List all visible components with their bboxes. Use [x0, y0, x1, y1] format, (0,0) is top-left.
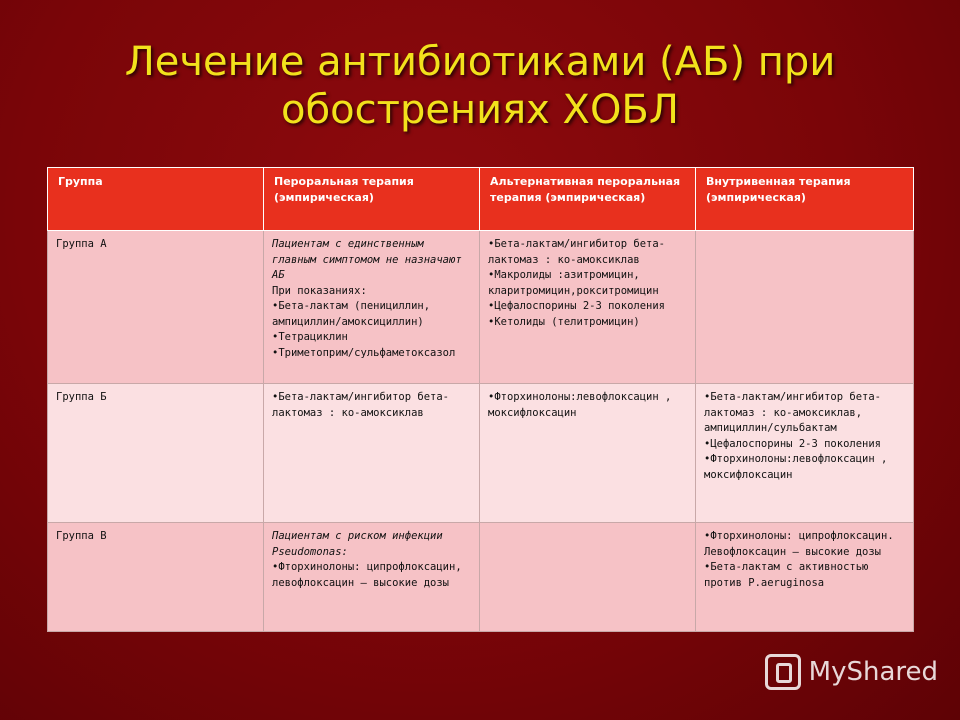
list-item: •Бета-лактам/ингибитор бета-лактомаз : ко-амоксиклав, ампициллин/сульбактам — [704, 391, 882, 434]
alt-cell — [480, 231, 696, 384]
list-item: •Цефалоспорины 2-3 поколения — [704, 437, 882, 450]
header-iv: Внутривенная терапия (эмпирическая) — [696, 168, 914, 231]
alt-cell — [480, 523, 696, 632]
title-line-1: Лечение антибиотиками (АБ) при — [124, 39, 836, 85]
list-item: •Фторхинолоны: ципрофлоксацин. Левофлоксацин – высокие дозы — [704, 530, 894, 558]
table-row — [48, 231, 914, 384]
oral-note: Пациентам с единственным главным симптомом не назначают АБ — [272, 238, 462, 281]
header-group: Группа — [48, 168, 264, 231]
list-item: •Кетолиды (телитромицин) — [488, 315, 640, 328]
group-cell: Группа А — [48, 231, 264, 384]
header-oral: Пероральная терапия (эмпирическая) — [264, 168, 480, 231]
slide-title — [0, 38, 960, 134]
oral-note: Пациентам с риском инфекции Pseudomonas: — [272, 530, 443, 558]
table-row — [48, 384, 914, 523]
list-item: •Бета-лактам (пенициллин, ампициллин/амоксициллин) — [272, 300, 431, 328]
oral-cell — [264, 523, 480, 632]
group-cell: Группа Б — [48, 384, 264, 523]
list-item: •Цефалоспорины 2-3 поколения — [488, 300, 666, 312]
list-item: •Фторхинолоны:левофлоксацин , моксифлоксацин — [704, 453, 888, 481]
list-item: •Триметоприм/сульфаметоксазол — [272, 346, 456, 359]
oral-cell — [264, 231, 480, 384]
list-item: •Фторхинолоны: ципрофлоксацин, левофлоксацин – высокие дозы — [272, 561, 462, 589]
list-item: •Бета-лактам/ингибитор бета-лактомаз : ко-амоксиклав — [488, 238, 666, 266]
list-item: •Бета-лактам/ингибитор бета-лактомаз : ко-амоксиклав — [272, 391, 450, 419]
title-line-2: обострениях ХОБЛ — [281, 87, 679, 133]
alt-cell — [480, 384, 696, 523]
list-item: •Макролиды :азитромицин, кларитромицин,рокситромицин — [488, 269, 659, 297]
watermark-text: MyShared — [808, 657, 938, 687]
myshared-logo-icon — [765, 654, 801, 690]
iv-cell — [696, 384, 914, 523]
iv-cell — [696, 231, 914, 384]
list-item: •Фторхинолоны:левофлоксацин , моксифлоксацин — [488, 391, 672, 419]
list-item: •Бета-лактам с активностью против P.aeruginosa — [704, 561, 869, 589]
header-alt: Альтернативная пероральная терапия (эмпирическая) — [480, 168, 696, 231]
list-item: При показаниях: — [272, 284, 367, 297]
table-row — [48, 523, 914, 632]
group-cell: Группа В — [48, 523, 264, 632]
iv-cell — [696, 523, 914, 632]
watermark-logo — [765, 654, 938, 690]
antibiotic-table — [47, 167, 914, 632]
oral-cell — [264, 384, 480, 523]
table-header-row — [48, 168, 914, 231]
list-item: •Тетрациклин — [272, 331, 348, 343]
